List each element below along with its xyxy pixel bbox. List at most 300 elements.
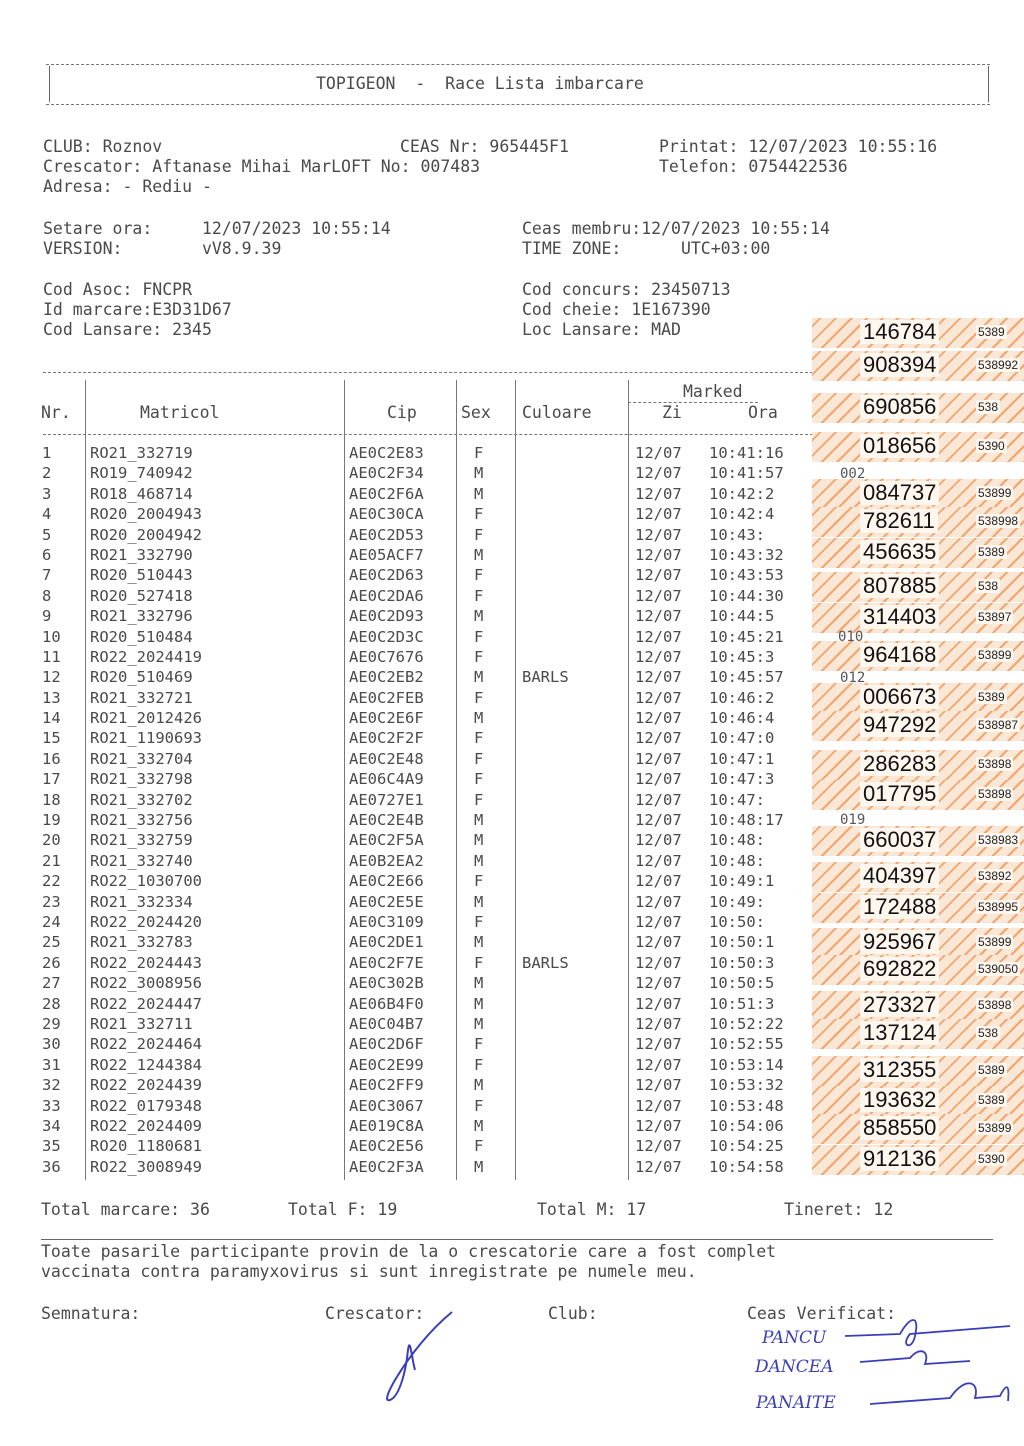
cell-ora: 10:46:2: [709, 688, 775, 707]
ring-tag-suffix: 53897: [978, 610, 1012, 624]
cell-matricol: RO21_332798: [90, 770, 193, 789]
cell-matricol: RO20_510443: [90, 566, 193, 585]
ring-tag-number: 908394: [860, 353, 939, 377]
cell-sex: F: [474, 1096, 484, 1115]
cell-sex: M: [474, 933, 484, 952]
cell-ora: 10:51:3: [709, 994, 775, 1013]
cell-ora: 10:47:: [709, 790, 765, 809]
cell-sex: F: [474, 1055, 484, 1074]
ring-tag-suffix: 53898: [978, 787, 1012, 801]
cell-nr: 17: [42, 770, 61, 789]
column-matricol: [90, 443, 202, 1177]
cell-nr: 9: [42, 607, 52, 626]
cell-cip: AE0C2DE1: [349, 933, 424, 952]
cell-zi: 12/07: [635, 831, 682, 850]
cell-cip: AE0C2E99: [349, 1055, 424, 1074]
ring-tag-suffix: 53899: [978, 648, 1012, 662]
cell-sex: F: [474, 505, 484, 524]
cell-culoare: [522, 1014, 569, 1034]
cell-sex: M: [474, 1157, 484, 1176]
ring-tag-suffix: 538992: [978, 358, 1019, 372]
ring-tag-number: 692822: [860, 957, 939, 981]
cell-nr: 28: [42, 994, 61, 1013]
cell-matricol: RO21_332783: [90, 933, 193, 952]
cell-matricol: RO22_3008949: [90, 1157, 202, 1176]
cell-sex: F: [474, 749, 484, 768]
cell-culoare: [522, 830, 569, 850]
ceas-nr: CEAS Nr: 965445F1: [400, 137, 569, 156]
ring-tag: [812, 507, 1024, 537]
cell-cip: AE0C2D6F: [349, 1035, 424, 1054]
cell-culoare: [522, 790, 569, 810]
ring-tag-suffix: 5389: [978, 545, 1005, 559]
crescator: Crescator: Aftanase Mihai MarLOFT No: 007483: [43, 157, 481, 176]
cell-ora: 10:50:3: [709, 953, 775, 972]
cell-culoare: [522, 606, 569, 626]
cell-ora: 10:42:2: [709, 484, 775, 503]
cell-cip: AE0B2EA2: [349, 851, 424, 870]
cell-ora: 10:54:58: [709, 1157, 784, 1176]
cell-matricol: RO22_1244384: [90, 1055, 202, 1074]
cell-zi: 12/07: [635, 709, 682, 728]
ceas-membru: Ceas membru:12/07/2023 10:55:14: [522, 219, 830, 238]
table-header-rule: [43, 434, 813, 435]
cell-sex: F: [474, 627, 484, 646]
cell-cip: AE0C7676: [349, 647, 424, 666]
cell-nr: 4: [42, 505, 52, 524]
version: VERSION: vV8.9.39: [43, 239, 282, 258]
cell-sex: M: [474, 1076, 484, 1095]
cell-matricol: RO22_1030700: [90, 872, 202, 891]
cell-matricol: RO21_332721: [90, 688, 193, 707]
ring-tag: [812, 928, 1024, 958]
ring-tag: [812, 538, 1024, 568]
cell-matricol: RO21_332759: [90, 831, 193, 850]
ring-tag-suffix: 53892: [978, 869, 1012, 883]
total-m: Total M: 17: [537, 1200, 647, 1219]
marked-divider: [628, 402, 758, 403]
ring-tag-suffix: 5390: [978, 439, 1005, 453]
title-box-right: [988, 66, 989, 102]
cell-ora: 10:53:32: [709, 1076, 784, 1095]
cell-matricol: RO22_2024447: [90, 994, 202, 1013]
col-sep-nr: [85, 380, 86, 1180]
cell-sex: M: [474, 464, 484, 483]
verifier-name: PANAITE: [756, 1393, 836, 1413]
cell-cip: AE0C2D93: [349, 607, 424, 626]
ceas-verificat-label: Ceas Verificat:: [747, 1304, 897, 1323]
cell-ora: 10:48:: [709, 831, 765, 850]
declaration-rule: [41, 1239, 993, 1240]
cell-cip: AE0C2DA6: [349, 586, 424, 605]
cell-nr: 34: [42, 1116, 61, 1135]
ring-tag: [812, 893, 1024, 923]
ring-tag-suffix: 538: [978, 579, 999, 593]
ring-tag-number: 017795: [860, 782, 939, 806]
cell-ora: 10:48:17: [709, 811, 784, 830]
cell-ora: 10:52:55: [709, 1035, 784, 1054]
cell-matricol: RO21_332702: [90, 790, 193, 809]
cell-matricol: RO18_468714: [90, 484, 193, 503]
ring-tag-suffix: 538: [978, 1026, 999, 1040]
cell-ora: 10:43:: [709, 525, 765, 544]
ring-tag: [812, 711, 1024, 741]
cell-nr: 31: [42, 1055, 61, 1074]
cell-matricol: RO19_740942: [90, 464, 193, 483]
ring-tag-number: 137124: [860, 1021, 939, 1045]
cell-sex: M: [474, 811, 484, 830]
cell-zi: 12/07: [635, 688, 682, 707]
cell-cip: AE0C2E6F: [349, 709, 424, 728]
cell-matricol: RO21_1190693: [90, 729, 202, 748]
cell-ora: 10:47:0: [709, 729, 775, 748]
cell-nr: 15: [42, 729, 61, 748]
cell-ora: 10:50:5: [709, 974, 775, 993]
ring-tag-number: 456635: [860, 540, 939, 564]
ring-tag: [812, 393, 1024, 423]
cod-cheie: Cod cheie: 1E167390: [522, 300, 711, 319]
cell-sex: F: [474, 790, 484, 809]
cell-cip: AE0C2E56: [349, 1137, 424, 1156]
cell-cip: AE0C3109: [349, 912, 424, 931]
cell-nr: 24: [42, 912, 61, 931]
cell-ora: 10:45:21: [709, 627, 784, 646]
cell-cip: AE06B4F0: [349, 994, 424, 1013]
cell-nr: 25: [42, 933, 61, 952]
ring-tag: [812, 479, 1024, 509]
ring-tag: [812, 432, 1024, 462]
ring-tag-number: 858550: [860, 1116, 939, 1140]
cell-sex: M: [474, 484, 484, 503]
cell-sex: F: [474, 566, 484, 585]
stub-label: 010: [838, 629, 864, 645]
cell-cip: AE0C2EB2: [349, 668, 424, 687]
column-sex: [474, 443, 483, 1177]
cell-nr: 35: [42, 1137, 61, 1156]
cell-zi: 12/07: [635, 647, 682, 666]
cell-cip: AE0C2F34: [349, 464, 424, 483]
cell-cip: AE0C2E4B: [349, 811, 424, 830]
cell-cip: AE0C2D63: [349, 566, 424, 585]
cell-matricol: RO22_2024439: [90, 1076, 202, 1095]
declaration-line-1: Toate pasarile participante provin de la o crescatorie care a fost complet: [41, 1242, 777, 1261]
cell-ora: 10:45:57: [709, 668, 784, 687]
cell-matricol: RO20_510469: [90, 668, 193, 687]
cell-zi: 12/07: [635, 627, 682, 646]
cell-sex: M: [474, 994, 484, 1013]
ring-tag-number: 912136: [860, 1147, 939, 1171]
setare-ora: Setare ora: 12/07/2023 10:55:14: [43, 219, 391, 238]
ring-tag-number: 146784: [860, 320, 939, 344]
column-ora: [709, 443, 784, 1177]
cell-cip: AE0727E1: [349, 790, 424, 809]
cell-ora: 10:50:1: [709, 933, 775, 952]
cell-culoare: [522, 484, 569, 504]
cell-cip: AE0C2E66: [349, 872, 424, 891]
cell-zi: 12/07: [635, 749, 682, 768]
ring-tag-number: 312355: [860, 1058, 939, 1082]
crescator-signature: [370, 1300, 470, 1410]
cell-cip: AE05ACF7: [349, 545, 424, 564]
cell-cip: AE0C2D3C: [349, 627, 424, 646]
title-box-left: [49, 66, 50, 102]
column-nr: [42, 443, 61, 1177]
cell-culoare: [522, 504, 569, 524]
cell-cip: AE0C2F3A: [349, 1157, 424, 1176]
cell-ora: 10:42:4: [709, 505, 775, 524]
cell-nr: 23: [42, 892, 61, 911]
stub-label: 019: [840, 812, 866, 828]
ring-tag-number: 273327: [860, 993, 939, 1017]
cell-zi: 12/07: [635, 933, 682, 952]
header-marked: Marked: [683, 382, 743, 401]
cell-sex: F: [474, 770, 484, 789]
ring-tag: [812, 318, 1024, 348]
cell-zi: 12/07: [635, 953, 682, 972]
title-box-top: [46, 64, 990, 65]
table-top-rule: [43, 372, 813, 373]
cell-sex: M: [474, 851, 484, 870]
printat: Printat: 12/07/2023 10:55:16: [659, 137, 938, 156]
cell-sex: F: [474, 953, 484, 972]
cell-cip: AE019C8A: [349, 1116, 424, 1135]
cell-ora: 10:53:48: [709, 1096, 784, 1115]
header-nr: Nr.: [41, 403, 71, 422]
ring-tag-number: 690856: [860, 395, 939, 419]
cell-sex: M: [474, 831, 484, 850]
cell-culoare: [522, 545, 569, 565]
cell-culoare: [522, 769, 569, 789]
cell-nr: 21: [42, 851, 61, 870]
cell-ora: 10:43:53: [709, 566, 784, 585]
cell-zi: 12/07: [635, 974, 682, 993]
loc-lansare: Loc Lansare: MAD: [522, 320, 681, 339]
ring-tag-number: 006673: [860, 685, 939, 709]
cell-culoare: [522, 932, 569, 952]
cell-cip: AE0C2E5E: [349, 892, 424, 911]
ring-tag: [812, 1056, 1024, 1086]
ring-tag: [812, 1145, 1024, 1175]
cell-nr: 3: [42, 484, 52, 503]
ring-tag: [812, 750, 1024, 780]
cell-culoare: [522, 973, 569, 993]
cell-zi: 12/07: [635, 912, 682, 931]
ring-tag-suffix: 538983: [978, 833, 1019, 847]
cell-nr: 27: [42, 974, 61, 993]
cell-culoare: [522, 728, 569, 748]
cell-sex: F: [474, 912, 484, 931]
cell-ora: 10:43:32: [709, 545, 784, 564]
col-sep-culoare: [628, 380, 629, 1180]
adresa: Adresa: - Rediu -: [43, 177, 212, 196]
cell-culoare: [522, 1096, 569, 1116]
cell-zi: 12/07: [635, 851, 682, 870]
cell-matricol: RO22_2024409: [90, 1116, 202, 1135]
cell-culoare: [522, 810, 569, 830]
cell-zi: 12/07: [635, 566, 682, 585]
cell-matricol: RO21_332790: [90, 545, 193, 564]
cell-matricol: RO21_332756: [90, 811, 193, 830]
column-cip: [349, 443, 424, 1177]
column-culoare: [522, 443, 569, 1177]
cell-culoare: [522, 1075, 569, 1095]
column-zi: [635, 443, 682, 1177]
cell-ora: 10:48:: [709, 851, 765, 870]
cell-sex: M: [474, 974, 484, 993]
cell-cip: AE0C2E48: [349, 749, 424, 768]
cell-cip: AE0C2F5A: [349, 831, 424, 850]
cell-culoare: [522, 871, 569, 891]
cell-matricol: RO21_332711: [90, 1014, 193, 1033]
cell-matricol: RO22_2024419: [90, 647, 202, 666]
cell-matricol: RO21_2012426: [90, 709, 202, 728]
cell-culoare: [522, 1055, 569, 1075]
cell-nr: 32: [42, 1076, 61, 1095]
header-culoare: Culoare: [522, 403, 592, 422]
cell-zi: 12/07: [635, 1035, 682, 1054]
header-sex: Sex: [461, 403, 491, 422]
cell-culoare: [522, 708, 569, 728]
cell-ora: 10:53:14: [709, 1055, 784, 1074]
cell-nr: 22: [42, 872, 61, 891]
cell-ora: 10:54:06: [709, 1116, 784, 1135]
cell-nr: 1: [42, 444, 52, 462]
ring-tag-suffix: 53899: [978, 935, 1012, 949]
cell-culoare: [522, 565, 569, 585]
cell-sex: F: [474, 688, 484, 707]
cell-matricol: RO20_2004943: [90, 505, 202, 524]
cell-zi: 12/07: [635, 1055, 682, 1074]
cell-culoare: [522, 912, 569, 932]
cell-cip: AE0C30CA: [349, 505, 424, 524]
cell-ora: 10:52:22: [709, 1014, 784, 1033]
cell-matricol: RO20_510484: [90, 627, 193, 646]
cell-ora: 10:45:3: [709, 647, 775, 666]
ring-tag-number: 404397: [860, 864, 939, 888]
cell-nr: 2: [42, 464, 52, 483]
cell-ora: 10:50:: [709, 912, 765, 931]
cell-zi: 12/07: [635, 464, 682, 483]
cell-ora: 10:54:25: [709, 1137, 784, 1156]
cell-cip: AE0C302B: [349, 974, 424, 993]
ring-tag-number: 286283: [860, 752, 939, 776]
cell-sex: F: [474, 1137, 484, 1156]
col-sep-matricol: [344, 380, 345, 1180]
cell-culoare: [522, 851, 569, 871]
cell-sex: F: [474, 444, 484, 462]
cell-nr: 18: [42, 790, 61, 809]
ring-tag: [812, 351, 1024, 381]
cell-nr: 19: [42, 811, 61, 830]
cell-culoare: [522, 1034, 569, 1054]
cell-zi: 12/07: [635, 811, 682, 830]
cell-sex: M: [474, 892, 484, 911]
club-name: CLUB: Roznov: [43, 137, 163, 156]
cell-cip: AE0C2FF9: [349, 1076, 424, 1095]
ring-tag-number: 925967: [860, 930, 939, 954]
ring-tag-number: 807885: [860, 574, 939, 598]
cell-ora: 10:41:57: [709, 464, 784, 483]
cell-matricol: RO22_3008956: [90, 974, 202, 993]
semnatura-label: Semnatura:: [41, 1304, 141, 1323]
time-zone: TIME ZONE: UTC+03:00: [522, 239, 771, 258]
cell-zi: 12/07: [635, 790, 682, 809]
verifier-name: PANCU: [762, 1328, 827, 1348]
cell-zi: 12/07: [635, 545, 682, 564]
cell-sex: F: [474, 586, 484, 605]
cell-culoare: BARLS: [522, 668, 569, 687]
cell-matricol: RO20_527418: [90, 586, 193, 605]
cell-culoare: [522, 525, 569, 545]
ring-tag: [812, 991, 1024, 1021]
cell-cip: AE0C2FEB: [349, 688, 424, 707]
ring-tag-suffix: 5389: [978, 1063, 1005, 1077]
cod-asoc: Cod Asoc: FNCPR: [43, 280, 193, 299]
cell-ora: 10:41:16: [709, 444, 784, 462]
cell-ora: 10:44:30: [709, 586, 784, 605]
header-matricol: Matricol: [140, 403, 220, 422]
cell-zi: 12/07: [635, 994, 682, 1013]
cell-sex: M: [474, 709, 484, 728]
cell-nr: 12: [42, 668, 61, 687]
cell-culoare: [522, 647, 569, 667]
ring-tag: [812, 683, 1024, 713]
cell-matricol: RO21_332704: [90, 749, 193, 768]
cell-sex: F: [474, 647, 484, 666]
cell-zi: 12/07: [635, 668, 682, 687]
cell-nr: 8: [42, 586, 52, 605]
cell-cip: AE0C2F6A: [349, 484, 424, 503]
ring-tag-number: 172488: [860, 895, 939, 919]
cell-sex: M: [474, 668, 484, 687]
verifier-signatures: [840, 1306, 1020, 1421]
cell-sex: M: [474, 1014, 484, 1033]
ring-tag-number: 084737: [860, 481, 939, 505]
cell-zi: 12/07: [635, 525, 682, 544]
cell-zi: 12/07: [635, 1116, 682, 1135]
title-box-bottom: [46, 104, 990, 105]
cell-nr: 5: [42, 525, 52, 544]
cell-culoare: [522, 443, 569, 463]
cell-zi: 12/07: [635, 1076, 682, 1095]
cell-matricol: RO22_2024420: [90, 912, 202, 931]
cell-culoare: [522, 994, 569, 1014]
ring-tag-number: 314403: [860, 605, 939, 629]
club-label: Club:: [548, 1304, 598, 1323]
cell-ora: 10:46:4: [709, 709, 775, 728]
header-zi: Zi: [662, 403, 682, 422]
cell-culoare: [522, 688, 569, 708]
cell-culoare: [522, 627, 569, 647]
ring-tag-number: 018656: [860, 434, 939, 458]
ring-tag: [812, 826, 1024, 856]
cell-sex: F: [474, 872, 484, 891]
crescator-label: Crescator:: [325, 1304, 425, 1323]
id-marcare: Id marcare:E3D31D67: [43, 300, 232, 319]
ring-tag-suffix: 53898: [978, 757, 1012, 771]
cell-matricol: RO20_1180681: [90, 1137, 202, 1156]
cell-zi: 12/07: [635, 729, 682, 748]
cell-culoare: [522, 749, 569, 769]
declaration-line-2: vaccinata contra paramyxovirus si sunt inregistrate pe numele meu.: [41, 1262, 697, 1281]
ring-tag-number: 964168: [860, 643, 939, 667]
cell-nr: 30: [42, 1035, 61, 1054]
ring-tag-number: 193632: [860, 1088, 939, 1112]
ring-tag-suffix: 5389: [978, 1093, 1005, 1107]
cell-sex: F: [474, 525, 484, 544]
cell-cip: AE0C04B7: [349, 1014, 424, 1033]
document-title: TOPIGEON - Race Lista imbarcare: [316, 74, 644, 93]
